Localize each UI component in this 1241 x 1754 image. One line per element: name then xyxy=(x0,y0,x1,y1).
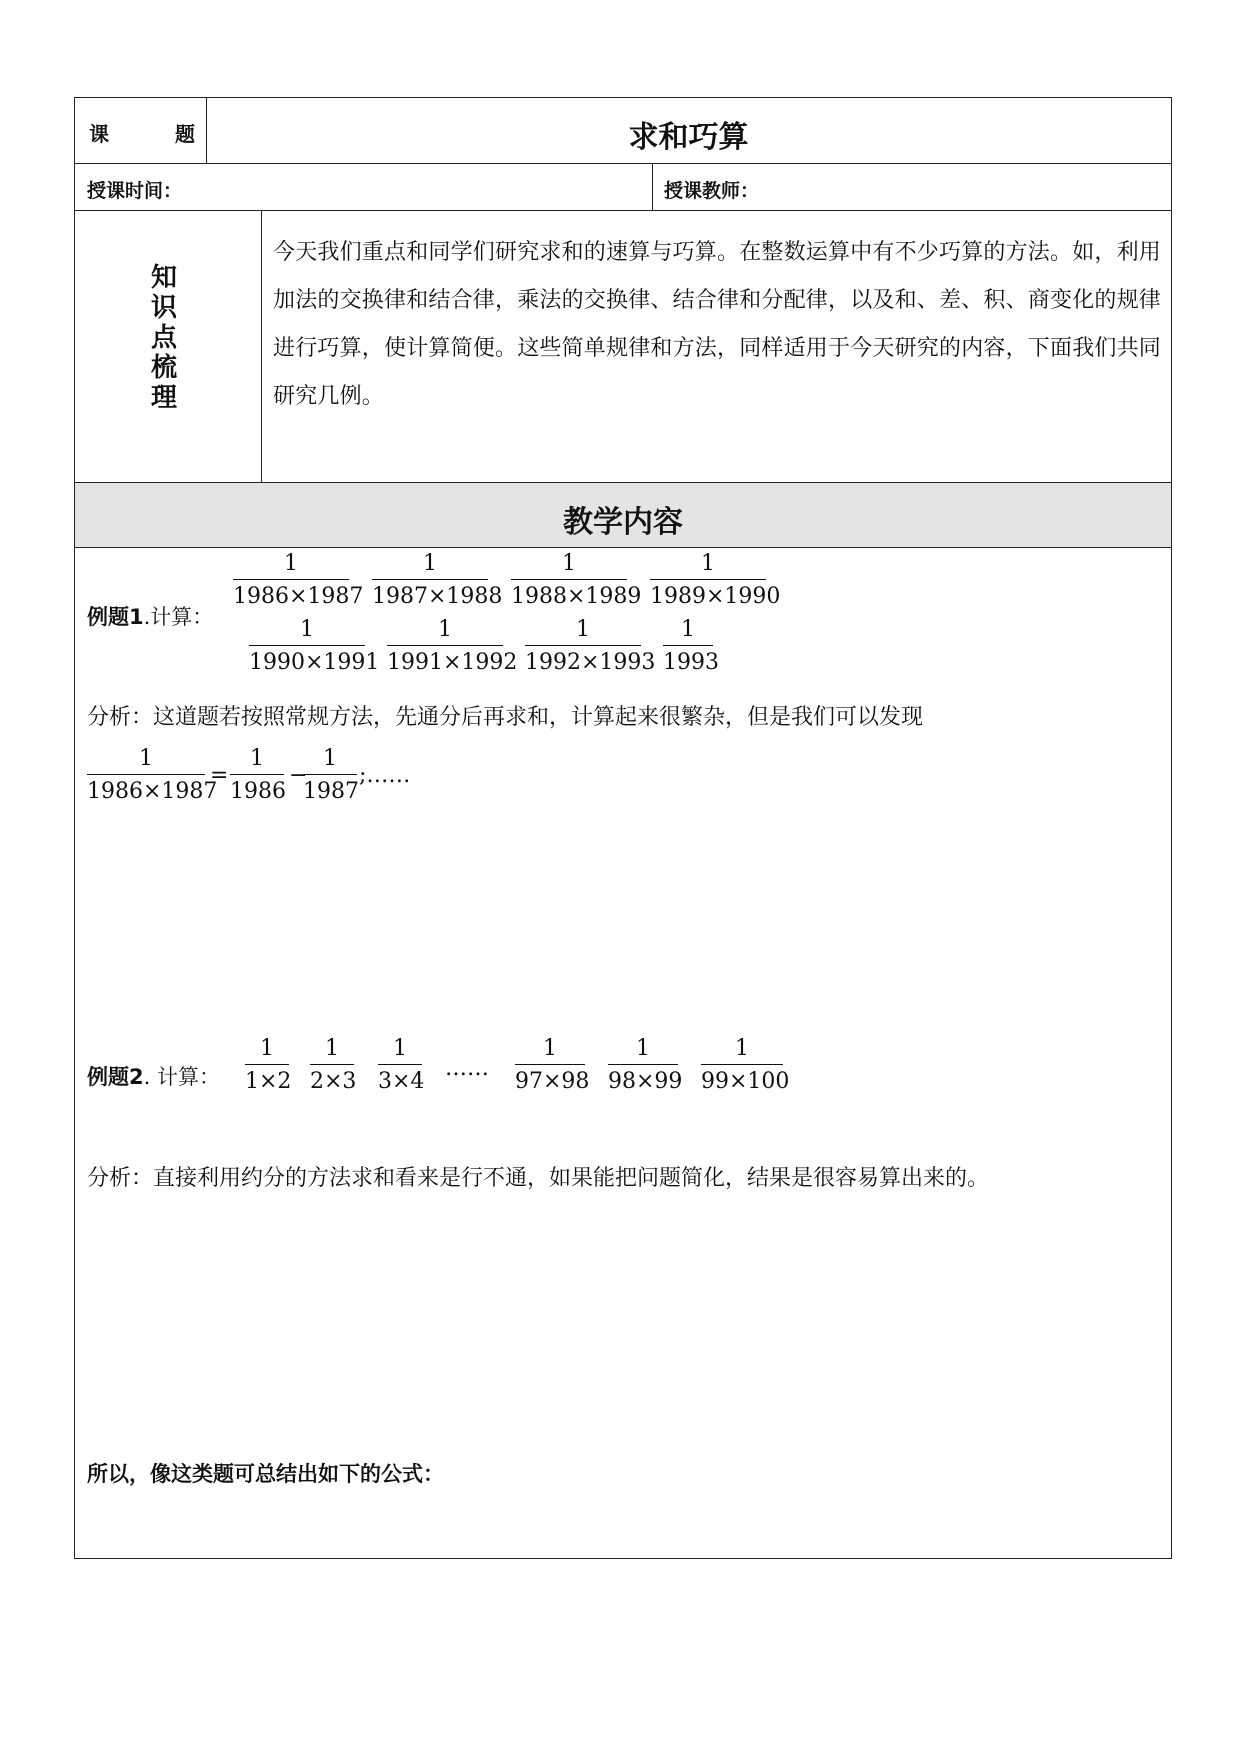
knowledge-label: 知识点梳理 xyxy=(150,263,177,413)
lesson-sheet xyxy=(74,97,1172,1559)
example2-label-bold: 例题2 xyxy=(87,1065,144,1089)
fraction-numerator: 1 xyxy=(636,1036,650,1061)
fraction-numerator: 1 xyxy=(735,1036,749,1061)
fraction-numerator: 1 xyxy=(260,1036,274,1061)
example1-analysis: 分析：这道题若按照常规方法，先通分后再求和，计算起来很繁杂，但是我们可以发现 xyxy=(87,705,924,730)
ex1-term-3 xyxy=(511,551,642,609)
fraction-numerator: 1 xyxy=(438,617,452,642)
example1-label-bold: 例题1 xyxy=(87,605,144,629)
ex2-term-4 xyxy=(515,1036,590,1094)
ex2-term-5 xyxy=(608,1036,683,1094)
identity-b xyxy=(303,748,357,803)
topic-label xyxy=(89,118,195,147)
fraction-denominator: 1×2 xyxy=(245,1069,292,1094)
fraction-denominator: 1986×1987 xyxy=(87,779,218,804)
conclusion-text: 所以，像这类题可总结出如下的公式： xyxy=(87,1462,444,1486)
identity-lhs xyxy=(87,746,218,804)
fraction-denominator: 1987×1988 xyxy=(372,584,503,609)
fraction-denominator: 98×99 xyxy=(608,1069,683,1094)
fraction-numerator: 1 xyxy=(393,1036,407,1061)
ex2-term-2 xyxy=(310,1036,357,1094)
time-teacher-row xyxy=(75,164,1171,211)
fraction-numerator: 1 xyxy=(139,746,153,771)
fraction-denominator: 1990×1991 xyxy=(249,650,380,675)
knowledge-row xyxy=(75,211,1171,483)
fraction-numerator: 1 xyxy=(284,551,298,576)
ex1-term-5 xyxy=(249,617,380,675)
ex1-term-8 xyxy=(663,617,719,675)
teaching-header-row xyxy=(75,483,1171,548)
ex1-term-4 xyxy=(650,551,781,609)
identity-a xyxy=(230,748,284,803)
fraction-denominator: 99×100 xyxy=(701,1069,790,1094)
fraction-numerator: 1 xyxy=(543,1036,557,1061)
knowledge-divider xyxy=(261,211,262,482)
fraction-numerator: 1 xyxy=(701,551,715,576)
knowledge-text: 今天我们重点和同学们研究求和的速算与巧算。在整数运算中有不少巧算的方法。如，利用加法的交换律和结合律，乘法的交换律、结合律和分配律，以及和、差、积、商变化的规律进行巧算，使计算简便。这些简单规律和方法，同样适用于今天研究的内容，下面我们共同研究几例。 xyxy=(273,240,1162,409)
teacher-label: 授课教师： xyxy=(664,180,760,202)
ex2-term-3 xyxy=(378,1036,425,1094)
fraction-denominator: 97×98 xyxy=(515,1069,590,1094)
example2-analysis: 分析：直接利用约分的方法求和看来是行不通，如果能把问题简化，结果是很容易算出来的。 xyxy=(87,1166,990,1191)
fraction-denominator: 1987 xyxy=(303,779,359,804)
title-row xyxy=(75,98,1171,164)
fraction-numerator: 1 xyxy=(562,551,576,576)
example2-label-rest: . 计算： xyxy=(143,1065,220,1089)
topic-label-char-1: 课 xyxy=(89,122,109,146)
fraction-numerator: 1 xyxy=(681,617,695,642)
fraction-denominator: 1986×1987 xyxy=(233,584,364,609)
fraction-denominator: 3×4 xyxy=(378,1069,425,1094)
ex2-term-6 xyxy=(701,1036,790,1094)
example2-label xyxy=(87,1061,220,1091)
fraction-denominator: 1986 xyxy=(230,779,286,804)
fraction-numerator: 1 xyxy=(300,617,314,642)
fraction-denominator: 1989×1990 xyxy=(650,584,781,609)
fraction-numerator: 1 xyxy=(250,746,264,771)
example1-label-rest: .计算： xyxy=(143,605,214,629)
ex2-term-1 xyxy=(245,1036,292,1094)
fraction-numerator: 1 xyxy=(423,551,437,576)
ex1-term-2 xyxy=(372,551,503,609)
fraction-denominator: 1988×1989 xyxy=(511,584,642,609)
fraction-denominator: 1992×1993 xyxy=(525,650,656,675)
time-label: 授课时间： xyxy=(87,180,183,202)
ex1-term-1 xyxy=(233,551,364,609)
ex2-ellipsis: …… xyxy=(445,1056,489,1081)
identity-minus: − xyxy=(289,763,308,788)
lesson-title: 求和巧算 xyxy=(628,120,749,155)
identity-tail: ;…… xyxy=(359,763,411,788)
identity-equals: = xyxy=(210,763,229,788)
ex1-term-6 xyxy=(387,617,518,675)
ex1-term-7 xyxy=(525,617,656,675)
example1-label xyxy=(87,601,213,631)
fraction-denominator: 1993 xyxy=(663,650,719,675)
fraction-denominator: 1991×1992 xyxy=(387,650,518,675)
topic-label-char-2: 题 xyxy=(174,122,195,146)
fraction-numerator: 1 xyxy=(323,746,337,771)
time-teacher-divider xyxy=(652,164,653,210)
teaching-title: 教学内容 xyxy=(563,505,683,540)
fraction-numerator: 1 xyxy=(576,617,590,642)
fraction-numerator: 1 xyxy=(325,1036,339,1061)
fraction-denominator: 2×3 xyxy=(310,1069,357,1094)
